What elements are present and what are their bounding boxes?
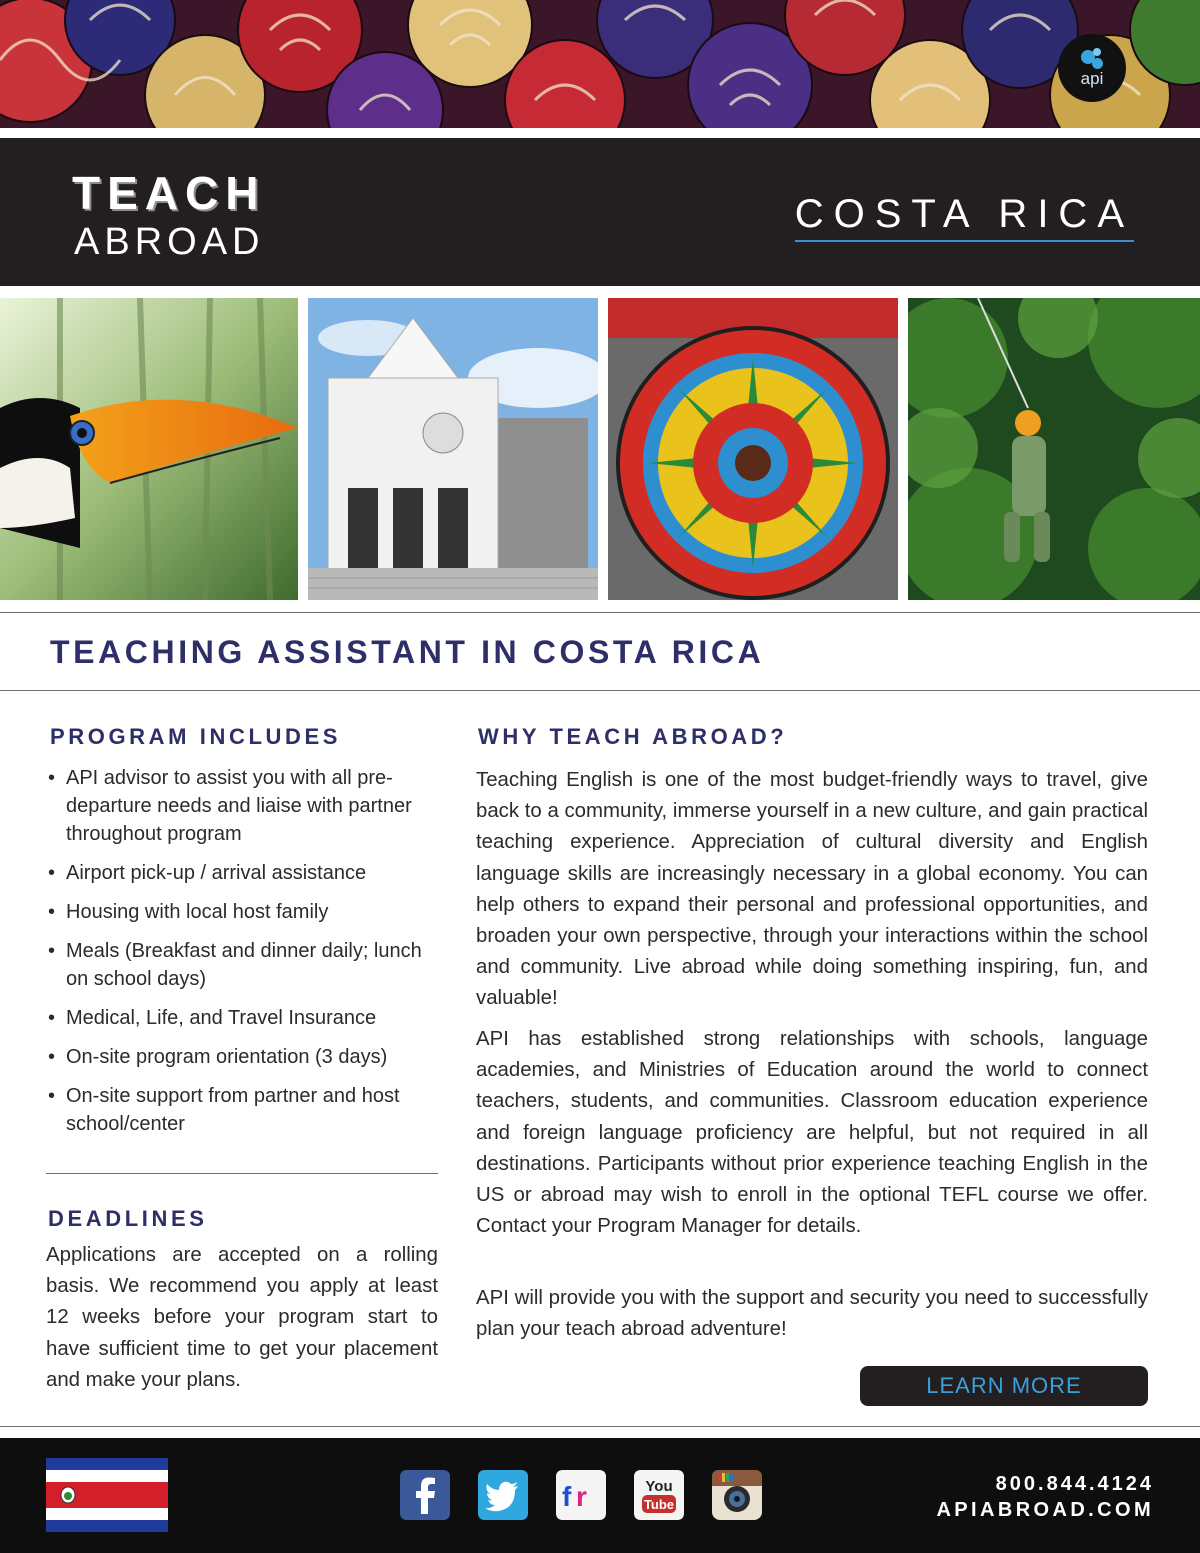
svg-text:f: f [562, 1481, 572, 1512]
page-title: TEACHING ASSISTANT IN COSTA RICA [50, 634, 765, 670]
list-item: • Airport pick-up / arrival assistance [46, 859, 446, 887]
divider-left-column [46, 1173, 438, 1174]
list-item: • Housing with local host family [46, 898, 446, 926]
zipline-photo [908, 298, 1200, 600]
flickr-icon[interactable] [556, 1470, 606, 1520]
costa-rica-flag-icon [46, 1458, 168, 1532]
deadlines-heading: DEADLINES [48, 1206, 208, 1231]
brand-abroad: ABROAD [74, 221, 265, 263]
list-item: • On-site program orientation (3 days) [46, 1043, 446, 1071]
list-item: • Meals (Breakfast and dinner daily; lunch on school days) [46, 937, 446, 993]
program-includes-heading: PROGRAM INCLUDES [50, 724, 342, 749]
learn-more-button[interactable]: LEARN MORE [860, 1366, 1148, 1406]
church-photo [308, 298, 598, 600]
top-banner-painted-balls-photo [0, 0, 1200, 128]
divider-under-title [0, 690, 1200, 691]
brand-teach: TEACH [72, 167, 266, 219]
api-logo-bubbles-icon [1079, 48, 1105, 70]
facebook-icon[interactable] [400, 1470, 450, 1520]
svg-text:You: You [645, 1478, 673, 1495]
twitter-icon[interactable] [478, 1470, 528, 1520]
deadlines-text: Applications are accepted on a rolling basis. We recommend you apply at least 12 weeks before your program start to have sufficient time to get your placement and make your plans. [46, 1244, 438, 1391]
phone-number[interactable]: 800.844.4124 [995, 1473, 1154, 1495]
instagram-icon[interactable] [712, 1470, 762, 1520]
why-teach-paragraph-2: API has established strong relationships with schools, language academies, and Ministries of Education around the world to connect teachers, students, and communities. Classroom education experience and foreign language proficiency are helpful, but not required in all destinations. Participants without prior experience teaching English in the US or abroad may wish to enroll in the optional TEFL course we offer. Contact your Program Manager for details. [476, 1028, 1148, 1238]
list-item: • Medical, Life, and Travel Insurance [46, 1004, 446, 1032]
website-link[interactable]: APIABROAD.COM [936, 1499, 1154, 1521]
program-includes-list [46, 764, 446, 1149]
svg-text:r: r [576, 1481, 587, 1512]
divider-bottom [0, 1426, 1200, 1427]
youtube-icon[interactable] [634, 1470, 684, 1520]
api-logo[interactable] [1058, 34, 1126, 102]
country-title: COSTA RICA [795, 192, 1134, 242]
why-teach-heading: WHY TEACH ABROAD? [478, 724, 788, 749]
oxcart-wheel-photo [608, 298, 898, 600]
why-teach-paragraph-3: API will provide you with the support and security you need to successfully plan your teach abroad adventure! [476, 1287, 1148, 1341]
why-teach-paragraph-1: Teaching English is one of the most budget-friendly ways to travel, give back to a community, immerse yourself in a new culture, and gain practical teaching experience. Appreciation of cultural diversity and English language skills are increasingly necessary in a global economy. You can help others to expand their personal and professional opportunities, and broaden your own perspective, through your interactions within the school and community. Live abroad while doing something inspiring, fun, and valuable! [476, 769, 1148, 1010]
api-logo-text: api [1080, 69, 1104, 88]
painted-balls-image [0, 0, 1200, 128]
divider-top [0, 612, 1200, 613]
svg-text:Tube: Tube [643, 1497, 675, 1512]
list-item: • API advisor to assist you with all pre-departure needs and liaise with partner throughout program [46, 764, 446, 848]
toucan-photo [0, 298, 298, 600]
list-item: • On-site support from partner and host school/center [46, 1082, 446, 1138]
